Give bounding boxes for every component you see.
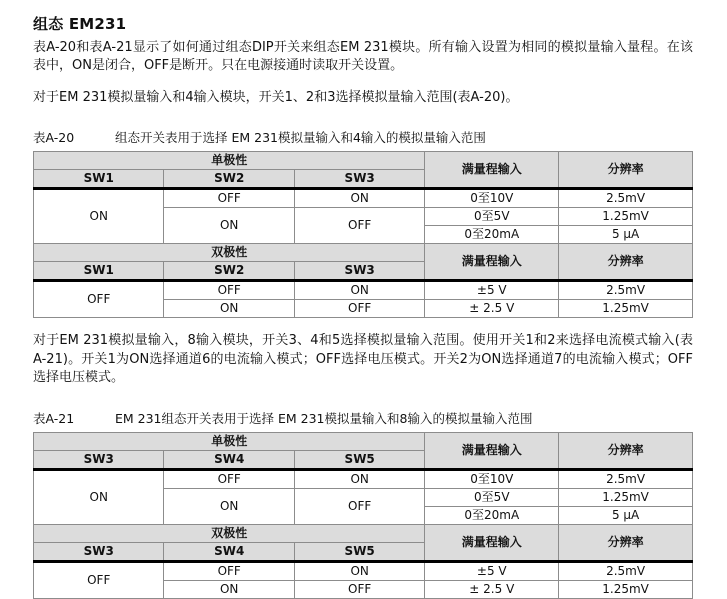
table-a21-caption-label: 表A-21 (33, 410, 75, 426)
table-cell-sw4-state: OFF (164, 561, 294, 580)
table-row (34, 244, 693, 262)
table-cell-sw3-state: ON (294, 281, 424, 300)
table-cell-full-scale: 0至5V (425, 208, 559, 226)
column-header-sw2: SW2 (164, 262, 294, 281)
bipolar-section-header: 双极性 (34, 244, 425, 262)
column-header-sw4: SW4 (164, 542, 294, 561)
column-header-sw4: SW4 (164, 450, 294, 469)
bipolar-section-header: 双极性 (34, 524, 425, 542)
table-cell-sw3-state: OFF (34, 561, 164, 598)
table-row (34, 469, 693, 488)
intro-paragraph: 表A-20和表A-21显示了如何通过组态DIP开关来组态EM 231模块。所有输入设置为相同的模拟量输入量程。在该表中，ON是闭合，OFF是断开。只在电源接通时读取开关设置。 (33, 40, 693, 74)
table-cell-full-scale: 0至5V (425, 488, 559, 506)
column-header-sw2: SW2 (164, 170, 294, 189)
column-header-sw3: SW3 (294, 262, 424, 281)
table-row (34, 524, 693, 542)
table-cell-sw4-state: ON (164, 580, 294, 598)
column-header-sw3: SW3 (34, 450, 164, 469)
table-row (34, 561, 693, 580)
table-cell-resolution: 1.25mV (559, 488, 693, 506)
table-cell-sw3-state: OFF (294, 300, 424, 318)
table-a20-caption-label: 表A-20 (33, 130, 75, 146)
table-cell-resolution: 1.25mV (559, 580, 693, 598)
full-scale-column-header: 满量程输入 (425, 432, 559, 469)
table-cell-sw5-state: OFF (294, 580, 424, 598)
table-cell-resolution: 2.5mV (559, 189, 693, 208)
resolution-column-header: 分辨率 (559, 524, 693, 561)
column-header-sw3: SW3 (294, 170, 424, 189)
table-cell-sw1-state: ON (34, 189, 164, 244)
table-cell-full-scale: 0至10V (425, 469, 559, 488)
resolution-column-header: 分辨率 (559, 432, 693, 469)
table-cell-sw4-state: ON (164, 488, 294, 524)
table-cell-full-scale: ±5 V (425, 281, 559, 300)
table-a21-intro-paragraph: 对于EM 231模拟量输入，8输入模块，开关3、4和5选择模拟量输入范围。使用开关1和2来选择电流模式输入(表A-21)。开关1为ON选择通道6的电流输入模式；OFF选择电压模式。开关2为ON选择通道7的电流输入模式；OFF选择电压模式。 (33, 333, 693, 386)
config-table-a21 (33, 432, 693, 599)
table-cell-sw2-state: OFF (164, 189, 294, 208)
resolution-column-header: 分辨率 (559, 152, 693, 189)
table-a21-caption (33, 409, 693, 427)
table-a21-caption-text: EM 231组态开关表用于选择 EM 231模拟量输入和8输入的模拟量输入范围 (114, 410, 533, 426)
page-title: 组态 EM231 (33, 15, 127, 33)
table-cell-sw3-state: ON (294, 189, 424, 208)
table-cell-full-scale: 0至10V (425, 189, 559, 208)
table-cell-full-scale: ± 2.5 V (425, 580, 559, 598)
unipolar-section-header: 单极性 (34, 152, 425, 170)
table-cell-sw3-state: OFF (294, 208, 424, 244)
table-cell-full-scale: 0至20mA (425, 226, 559, 244)
table-cell-resolution: 5 μA (559, 226, 693, 244)
table-a20-caption (33, 128, 693, 146)
table-row (34, 189, 693, 208)
table-cell-sw2-state: OFF (164, 281, 294, 300)
config-table-a20 (33, 151, 693, 318)
column-header-sw1: SW1 (34, 262, 164, 281)
table-a20-caption-text: 组态开关表用于选择 EM 231模拟量输入和4输入的模拟量输入范围 (114, 130, 486, 146)
table-cell-sw5-state: ON (294, 469, 424, 488)
table-cell-sw5-state: OFF (294, 488, 424, 524)
full-scale-column-header: 满量程输入 (425, 524, 559, 561)
column-header-sw5: SW5 (294, 450, 424, 469)
column-header-sw3: SW3 (34, 542, 164, 561)
table-cell-resolution: 1.25mV (559, 208, 693, 226)
table-cell-sw4-state: OFF (164, 469, 294, 488)
column-header-sw1: SW1 (34, 170, 164, 189)
table-cell-sw2-state: ON (164, 300, 294, 318)
table-cell-resolution: 1.25mV (559, 300, 693, 318)
full-scale-column-header: 满量程输入 (425, 244, 559, 281)
table-cell-sw5-state: ON (294, 561, 424, 580)
table-cell-resolution: 2.5mV (559, 469, 693, 488)
table-row (34, 432, 693, 450)
table-cell-sw2-state: ON (164, 208, 294, 244)
table-row (34, 152, 693, 170)
resolution-column-header: 分辨率 (559, 244, 693, 281)
table-cell-resolution: 2.5mV (559, 561, 693, 580)
table-cell-full-scale: ±5 V (425, 561, 559, 580)
table-cell-sw3-state: ON (34, 469, 164, 524)
table-cell-sw1-state: OFF (34, 281, 164, 318)
table-a20-intro-paragraph: 对于EM 231模拟量输入和4输入模块，开关1、2和3选择模拟量输入范围(表A-20)。 (33, 89, 519, 105)
table-cell-full-scale: ± 2.5 V (425, 300, 559, 318)
table-cell-resolution: 5 μA (559, 506, 693, 524)
table-cell-full-scale: 0至20mA (425, 506, 559, 524)
table-cell-resolution: 2.5mV (559, 281, 693, 300)
full-scale-column-header: 满量程输入 (425, 152, 559, 189)
unipolar-section-header: 单极性 (34, 432, 425, 450)
table-row (34, 281, 693, 300)
column-header-sw5: SW5 (294, 542, 424, 561)
